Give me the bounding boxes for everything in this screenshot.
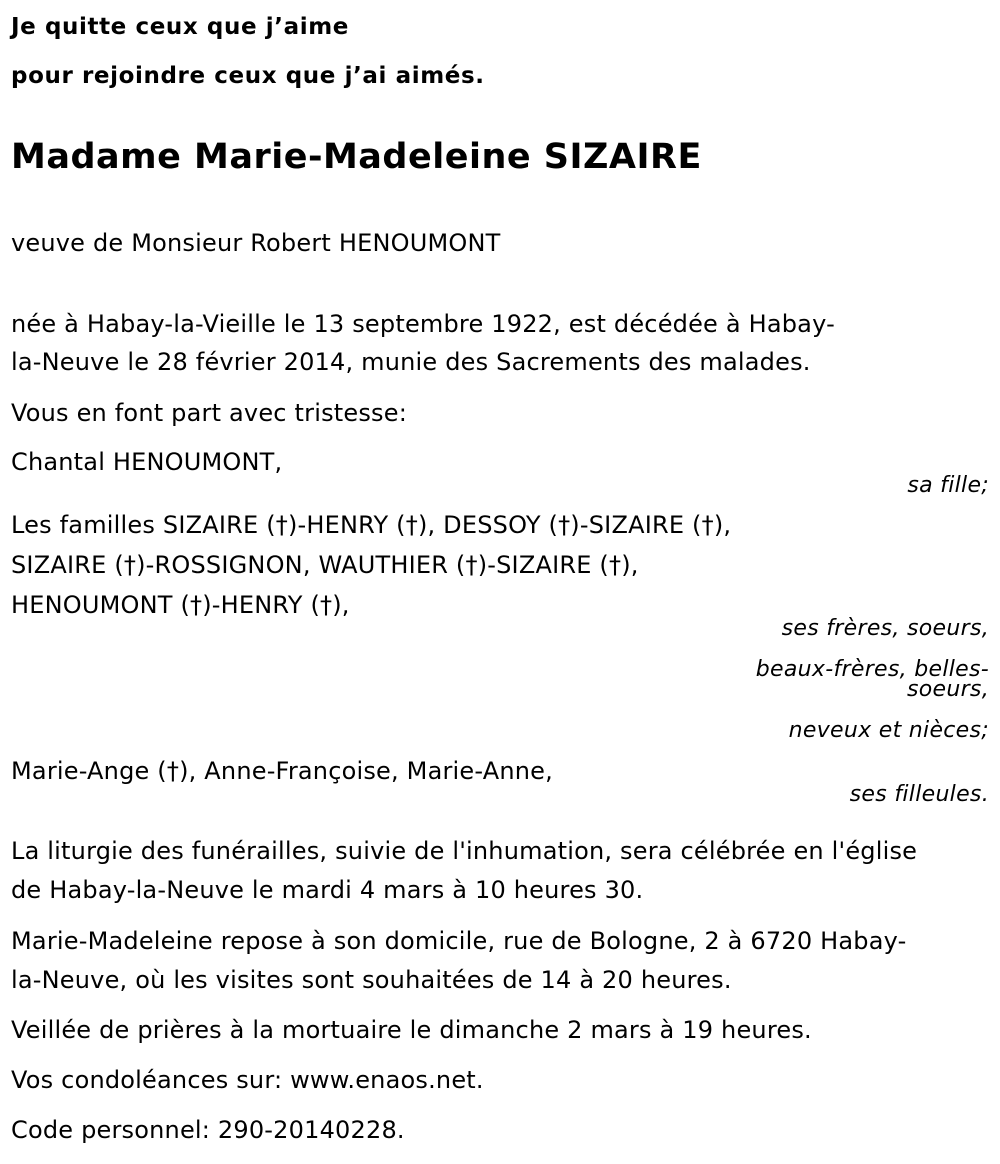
- goddaughters-names: Marie-Ange (†), Anne-Françoise, Marie-Anne,: [11, 757, 553, 785]
- daughter-role: sa fille;: [907, 473, 989, 498]
- vigil-line: Veillée de prières à la mortuaire le dimanche 2 mars à 19 heures.: [11, 1016, 812, 1044]
- quote-line-2: pour rejoindre ceux que j’ai aimés.: [11, 63, 485, 89]
- announcement-line: Vous en font part avec tristesse:: [11, 399, 408, 427]
- families-line-2: SIZAIRE (†)-ROSSIGNON, WAUTHIER (†)-SIZAIRE (†),: [11, 551, 639, 579]
- birth-death-line-1: née à Habay-la-Vieille le 13 septembre 1922, est décédée à Habay-: [11, 310, 835, 338]
- daughter-name: Chantal HENOUMONT,: [11, 448, 283, 476]
- quote-line-1: Je quitte ceux que j’aime: [11, 14, 349, 40]
- families-role-1: ses frères, soeurs,: [781, 616, 989, 641]
- rest-line-1: Marie-Madeleine repose à son domicile, rue de Bologne, 2 à 6720 Habay-: [11, 927, 907, 955]
- funeral-line-1: La liturgie des funérailles, suivie de l'inhumation, sera célébrée en l'église: [11, 837, 918, 865]
- families-role-3: neveux et nièces;: [788, 718, 989, 743]
- rest-line-2: la-Neuve, où les visites sont souhaitées de 14 à 20 heures.: [11, 966, 732, 994]
- goddaughters-role: ses filleules.: [849, 782, 989, 807]
- families-role-2: beaux-frères, belles-soeurs,: [755, 657, 989, 702]
- condolences-line: Vos condoléances sur: www.enaos.net.: [11, 1066, 484, 1094]
- families-line-3: HENOUMONT (†)-HENRY (†),: [11, 591, 350, 619]
- deceased-name: Madame Marie-Madeleine SIZAIRE: [11, 137, 702, 177]
- families-line-1: Les familles SIZAIRE (†)-HENRY (†), DESSOY (†)-SIZAIRE (†),: [11, 511, 732, 539]
- birth-death-line-2: la-Neuve le 28 février 2014, munie des Sacrements des malades.: [11, 348, 811, 376]
- personal-code-line: Code personnel: 290-20140228.: [11, 1116, 405, 1144]
- funeral-line-2: de Habay-la-Neuve le mardi 4 mars à 10 heures 30.: [11, 876, 644, 904]
- widow-of-line: veuve de Monsieur Robert HENOUMONT: [11, 229, 501, 257]
